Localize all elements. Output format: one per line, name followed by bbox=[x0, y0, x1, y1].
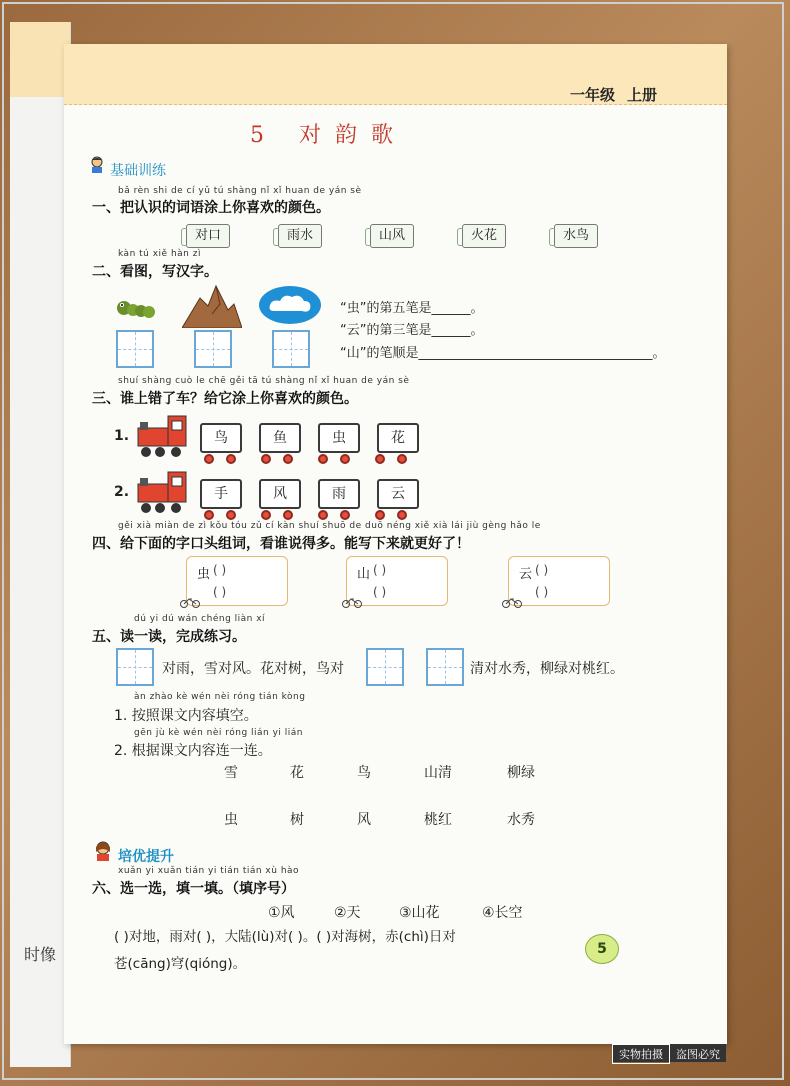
match-bottom-item[interactable]: 风 bbox=[357, 812, 371, 828]
q5-pinyin: dú yi dú wán chéng liàn xí bbox=[134, 614, 266, 624]
word-group-char: 云 bbox=[519, 567, 533, 582]
q4-text: 四、给下面的字口头组词，看谁说得多。能写下来就更好了！ bbox=[92, 536, 470, 552]
bicycle-icon bbox=[342, 596, 362, 611]
q5-text: 五、读一读，完成练习。 bbox=[92, 629, 246, 645]
match-bottom-item[interactable]: 桃红 bbox=[424, 812, 452, 828]
writing-box[interactable] bbox=[194, 330, 232, 368]
answer-paren[interactable]: ( ) bbox=[213, 563, 227, 577]
watermark-a: 实物拍摄 bbox=[612, 1044, 670, 1064]
answer-paren[interactable]: ( ) bbox=[535, 563, 549, 577]
match-top-item[interactable]: 雪 bbox=[224, 765, 238, 781]
q5-passage-b: 清对水秀，柳绿对桃红。 bbox=[470, 661, 624, 677]
locomotive-icon bbox=[134, 468, 190, 516]
train-car[interactable]: 风 bbox=[259, 479, 301, 509]
q6-pinyin: xuǎn yi xuǎn tián yi tián tián xù hào bbox=[118, 866, 300, 876]
match-bottom-item[interactable]: 水秀 bbox=[507, 812, 535, 828]
bicycle-icon bbox=[180, 596, 200, 611]
q2-line1: “虫”的第五笔是______。 bbox=[340, 301, 484, 316]
writing-box[interactable] bbox=[116, 648, 154, 686]
caterpillar-icon bbox=[114, 290, 160, 324]
match-bottom-item[interactable]: 虫 bbox=[224, 812, 238, 828]
match-bottom-item[interactable]: 树 bbox=[290, 812, 304, 828]
match-top-item[interactable]: 山清 bbox=[424, 765, 452, 781]
writing-box[interactable] bbox=[426, 648, 464, 686]
train-wheels bbox=[204, 449, 419, 459]
cloud-icon bbox=[258, 285, 322, 325]
q6-line2: 苍(cāng)穹(qióng)。 bbox=[114, 956, 247, 972]
train-wheels bbox=[204, 505, 419, 515]
match-top-item[interactable]: 鸟 bbox=[357, 765, 371, 781]
word-group-box bbox=[186, 556, 288, 606]
bicycle-icon bbox=[502, 596, 522, 611]
lesson-title: 5 对韵歌 bbox=[250, 123, 407, 148]
word-group-box bbox=[508, 556, 610, 606]
q2-pinyin: kàn tú xiě hàn zì bbox=[118, 249, 201, 259]
q2-line3: “山”的笔顺是____________________________________。 bbox=[340, 346, 666, 361]
q5-sub2-pinyin: gēn jù kè wén nèi róng lián yi lián bbox=[134, 728, 304, 738]
answer-paren[interactable]: ( ) bbox=[535, 585, 549, 599]
section-advanced: 培优提升 bbox=[118, 849, 174, 865]
word-tag[interactable]: 对口 bbox=[186, 224, 230, 248]
watermark-stamp bbox=[612, 1044, 726, 1062]
grade-label bbox=[570, 84, 657, 105]
word-group-char: 虫 bbox=[197, 567, 211, 582]
answer-paren[interactable]: ( ) bbox=[373, 585, 387, 599]
train-car[interactable]: 鸟 bbox=[200, 423, 242, 453]
train-car[interactable]: 云 bbox=[377, 479, 419, 509]
q5-passage-a: 对雨，雪对风。花对树，鸟对 bbox=[162, 661, 344, 677]
answer-paren[interactable]: ( ) bbox=[373, 563, 387, 577]
train-car[interactable]: 雨 bbox=[318, 479, 360, 509]
train-car[interactable]: 花 bbox=[377, 423, 419, 453]
q6-option: ①风 bbox=[268, 905, 295, 921]
q5-sub2: 2. 根据课文内容连一连。 bbox=[114, 743, 272, 759]
q1-text: 一、把认识的词语涂上你喜欢的颜色。 bbox=[92, 200, 330, 216]
q5-sub1-pinyin: àn zhào kè wén nèi róng tián kòng bbox=[134, 692, 306, 702]
writing-box[interactable] bbox=[272, 330, 310, 368]
train-car[interactable]: 虫 bbox=[318, 423, 360, 453]
word-tag[interactable]: 火花 bbox=[462, 224, 506, 248]
girl-icon bbox=[92, 840, 114, 862]
word-tag[interactable]: 山风 bbox=[370, 224, 414, 248]
kid-icon bbox=[88, 156, 106, 174]
q6-text: 六、选一选，填一填。（填序号） bbox=[92, 881, 295, 897]
train-car[interactable]: 鱼 bbox=[259, 423, 301, 453]
match-top-item[interactable]: 柳绿 bbox=[507, 765, 535, 781]
q2-text: 二、看图，写汉字。 bbox=[92, 264, 218, 280]
q6-option: ②天 bbox=[334, 905, 361, 921]
q6-option: ④长空 bbox=[482, 905, 523, 921]
left-page bbox=[10, 22, 71, 1067]
word-tag[interactable]: 雨水 bbox=[278, 224, 322, 248]
left-page-text: 时像 bbox=[24, 945, 57, 964]
q6-option: ③山花 bbox=[399, 905, 440, 921]
page-number: 5 bbox=[585, 934, 619, 964]
q5-sub1: 1. 按照课文内容填空。 bbox=[114, 708, 258, 724]
writing-box[interactable] bbox=[116, 330, 154, 368]
q6-line1: ( )对地，雨对( )，大陆(lù)对( )。( )对海树，赤(chì)日对 bbox=[114, 929, 456, 945]
volume: 上册 bbox=[626, 86, 657, 104]
mountain-icon bbox=[182, 284, 242, 328]
locomotive-icon bbox=[134, 412, 190, 460]
left-page-header-strip bbox=[10, 22, 70, 97]
q1-pinyin: bǎ rèn shi de cí yǔ tú shàng nǐ xǐ huan de yán sè bbox=[118, 186, 362, 196]
grade: 一年级 bbox=[569, 86, 615, 104]
q3-pinyin: shuí shàng cuò le chē gěi tā tú shàng nǐ xǐ huan de yán sè bbox=[118, 376, 410, 386]
answer-paren[interactable]: ( ) bbox=[213, 585, 227, 599]
watermark-b: 盗图必究 bbox=[676, 1048, 720, 1061]
match-top-item[interactable]: 花 bbox=[290, 765, 304, 781]
q2-line2: “云”的第三笔是______。 bbox=[340, 323, 484, 338]
section-basic: 基础训练 bbox=[110, 163, 166, 179]
train1-number: 1. bbox=[114, 428, 130, 444]
train-car[interactable]: 手 bbox=[200, 479, 242, 509]
page-header bbox=[64, 44, 727, 105]
word-tag[interactable]: 水鸟 bbox=[554, 224, 598, 248]
writing-box[interactable] bbox=[366, 648, 404, 686]
word-group-char: 山 bbox=[357, 567, 371, 582]
train2-number: 2. bbox=[114, 484, 130, 500]
q4-pinyin: gěi xià miàn de zì kǒu tóu zǔ cí kàn shuí shuō de duō néng xiě xià lái jiù gèng hǎo le bbox=[118, 521, 541, 531]
q3-text: 三、谁上错了车？给它涂上你喜欢的颜色。 bbox=[92, 391, 358, 407]
